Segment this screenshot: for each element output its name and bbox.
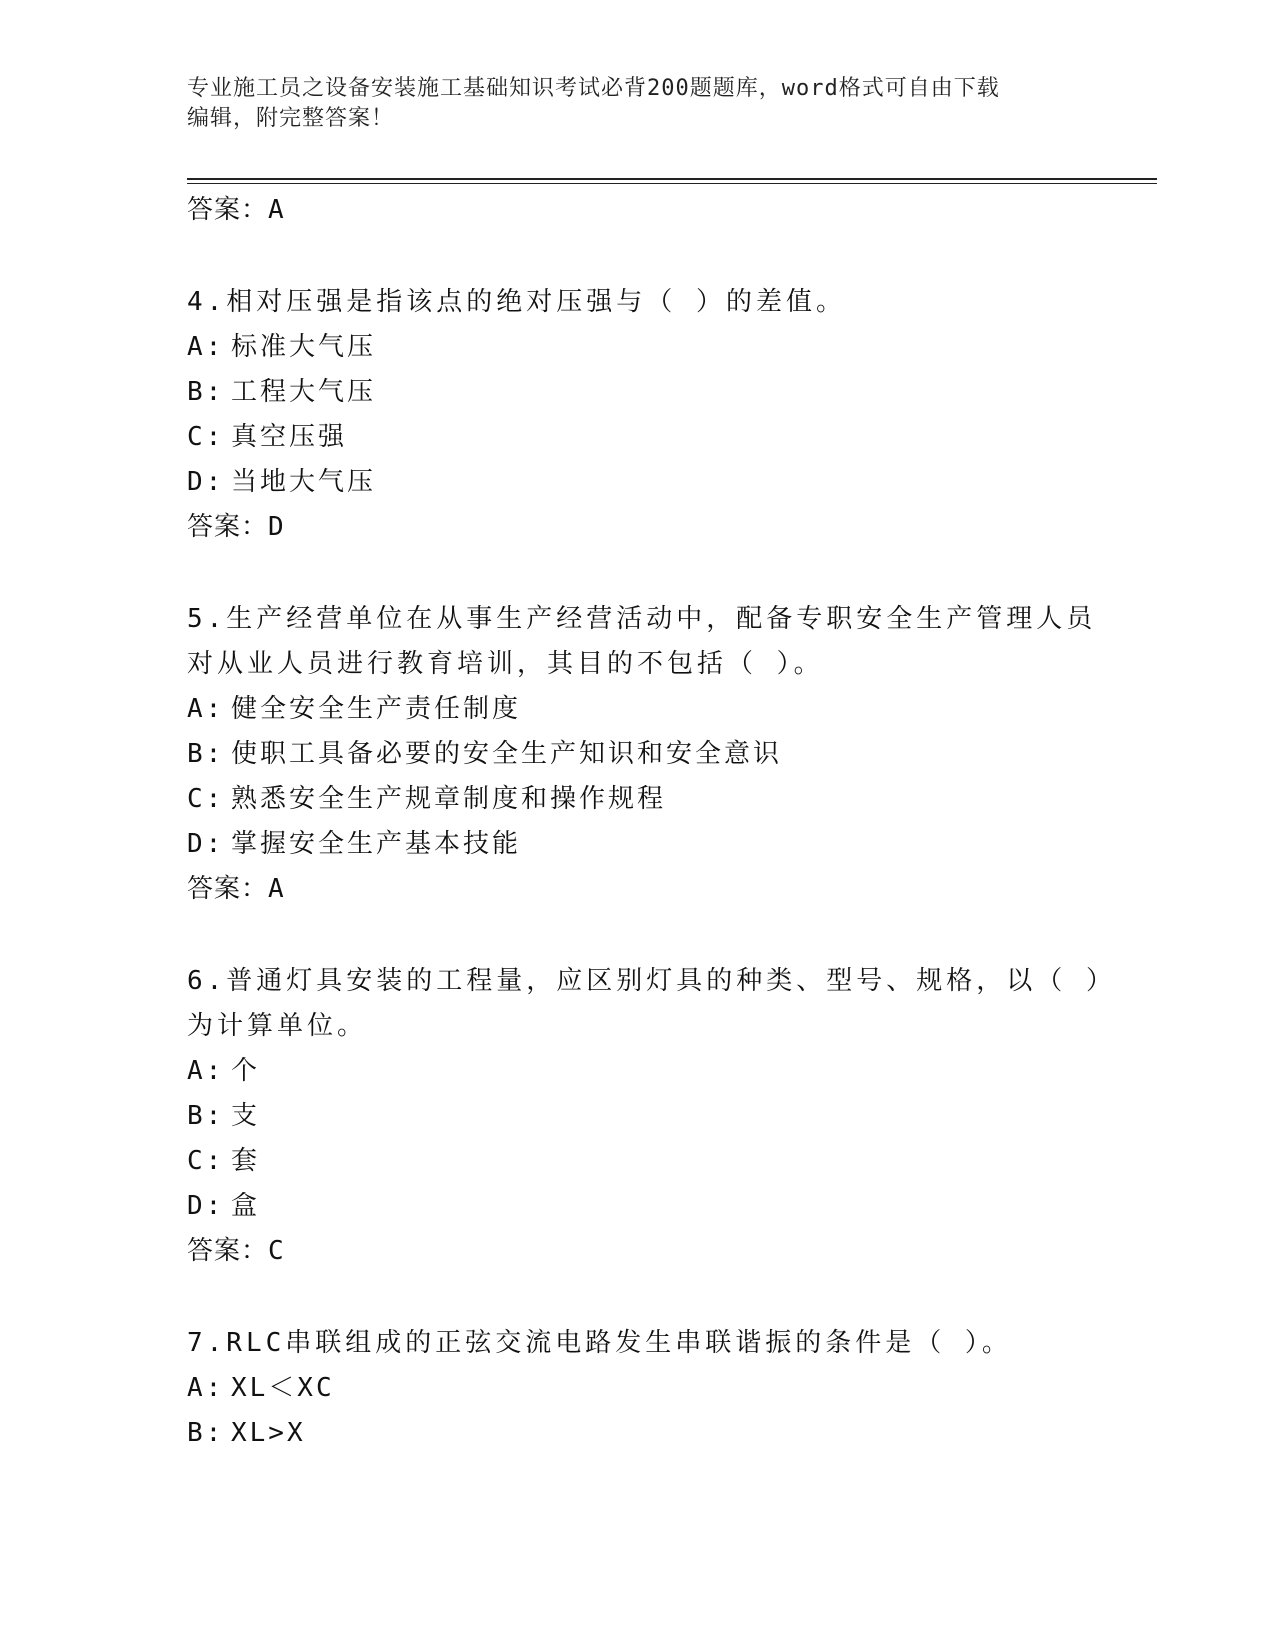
- option-text: 健全安全生产责任制度: [231, 694, 522, 724]
- question-text-continued: 对从业人员进行教育培训，其目的不包括（ ）。: [187, 649, 824, 679]
- option-c: [187, 1139, 1157, 1184]
- option-text: XL＜XC: [231, 1373, 335, 1403]
- answer-value: A: [268, 195, 285, 225]
- option-text: 标准大气压: [231, 332, 377, 362]
- option-a: [187, 1049, 1157, 1094]
- option-b: [187, 370, 1157, 415]
- answer-label: 答案：: [187, 195, 269, 225]
- question-4: [187, 280, 1157, 549]
- option-letter: C:: [187, 784, 225, 814]
- question-text-continued: 为计算单位。: [187, 1011, 368, 1041]
- option-b: [187, 1094, 1157, 1139]
- option-letter: B:: [187, 1101, 225, 1131]
- option-a: [187, 687, 1157, 732]
- option-text: 熟悉安全生产规章制度和操作规程: [231, 784, 667, 814]
- option-a: [187, 325, 1157, 370]
- option-letter: C:: [187, 1146, 225, 1176]
- header-line-1: 专业施工员之设备安装施工基础知识考试必背200题题库，word格式可自由下载: [187, 76, 1000, 101]
- question-answer: [187, 1229, 1157, 1273]
- question-text: 6.普通灯具安装的工程量，应区别灯具的种类、型号、规格，以（ ）: [187, 966, 1116, 996]
- option-text: 个: [231, 1056, 261, 1086]
- option-letter: D:: [187, 829, 225, 859]
- document-body: [187, 188, 1157, 1456]
- option-letter: A:: [187, 332, 225, 362]
- option-b: [187, 732, 1157, 777]
- question-answer: [187, 867, 1157, 911]
- answer-label: 答案：: [187, 1236, 269, 1266]
- option-text: 真空压强: [231, 422, 348, 452]
- question-7: [187, 1321, 1157, 1456]
- option-letter: D:: [187, 467, 225, 497]
- document-header: [187, 74, 1067, 134]
- option-c: [187, 415, 1157, 460]
- answer-value: A: [268, 874, 285, 904]
- option-c: [187, 777, 1157, 822]
- answer-value: C: [268, 1236, 285, 1266]
- option-d: [187, 1184, 1157, 1229]
- question-6: [187, 959, 1157, 1273]
- option-text: XL>X: [231, 1418, 306, 1448]
- option-letter: A:: [187, 1373, 225, 1403]
- question-5: [187, 597, 1157, 911]
- previous-answer: [187, 188, 1157, 232]
- question-text: 5.生产经营单位在从事生产经营活动中，配备专职安全生产管理人员: [187, 604, 1097, 634]
- option-d: [187, 460, 1157, 505]
- option-letter: C:: [187, 422, 225, 452]
- question-text: 7.RLC串联组成的正弦交流电路发生串联谐振的条件是（ ）。: [187, 1328, 1012, 1358]
- option-letter: B:: [187, 377, 225, 407]
- option-text: 当地大气压: [231, 467, 377, 497]
- option-letter: A:: [187, 694, 225, 724]
- header-divider-thick: [187, 178, 1157, 180]
- question-text: 4.相对压强是指该点的绝对压强与（ ）的差值。: [187, 287, 846, 317]
- option-a: [187, 1366, 1157, 1411]
- header-line-2: 编辑，附完整答案！: [187, 106, 395, 131]
- option-text: 工程大气压: [231, 377, 377, 407]
- answer-label: 答案：: [187, 512, 269, 542]
- option-text: 盒: [231, 1191, 261, 1221]
- header-divider-thin: [187, 183, 1157, 184]
- option-letter: A:: [187, 1056, 225, 1086]
- answer-value: D: [268, 512, 285, 542]
- option-letter: B:: [187, 1418, 225, 1448]
- option-text: 支: [231, 1101, 261, 1131]
- option-d: [187, 822, 1157, 867]
- option-text: 使职工具备必要的安全生产知识和安全意识: [231, 739, 783, 769]
- option-letter: B:: [187, 739, 225, 769]
- option-text: 套: [231, 1146, 261, 1176]
- option-text: 掌握安全生产基本技能: [231, 829, 522, 859]
- option-letter: D:: [187, 1191, 225, 1221]
- option-b: [187, 1411, 1157, 1456]
- answer-label: 答案：: [187, 874, 269, 904]
- question-answer: [187, 505, 1157, 549]
